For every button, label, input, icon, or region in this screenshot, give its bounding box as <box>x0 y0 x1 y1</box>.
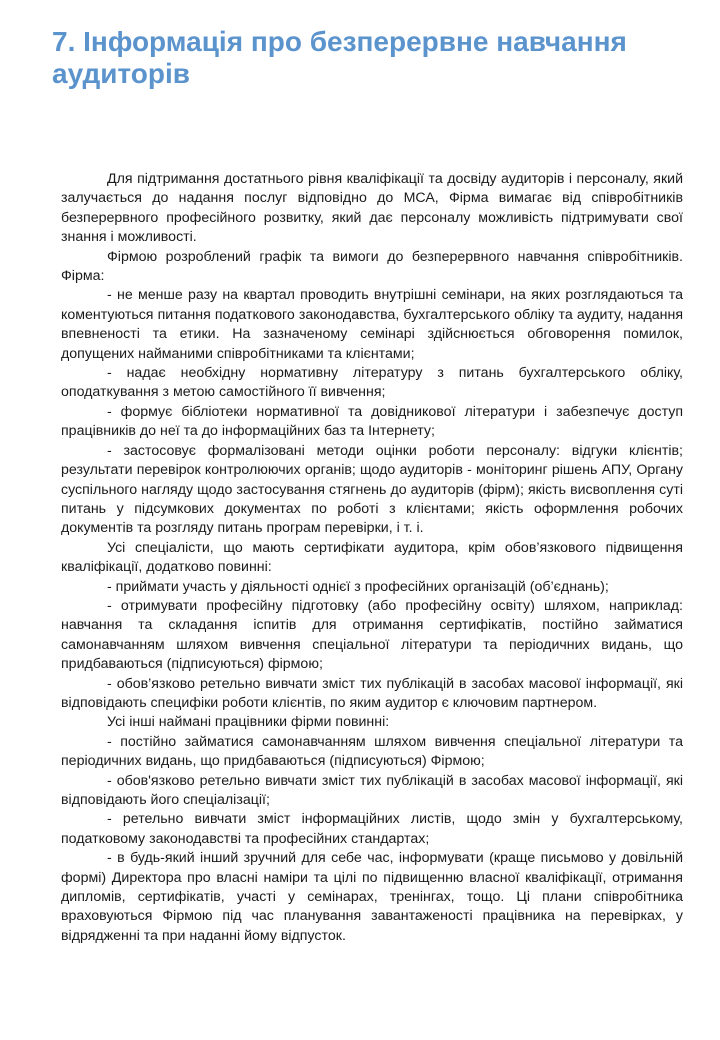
list-item: - отримувати професійну підготовку (або професійну освіту) шляхом, наприклад: навчання та складання іспитів для отримання сертифікатів, постійно займатися самонавчанням шляхом вивчення спеціальної літератури та періодичних видань, що придбаваються (підписуються) фірмою; <box>61 597 683 673</box>
list-item: - обов’язково ретельно вивчати зміст тих публікацій в засобах масової інформації, які відповідають специфіки роботи клієнтів, по яким аудитор є ключовим партнером. <box>61 675 683 711</box>
document-body <box>61 170 683 946</box>
list-item: - не менше разу на квартал проводить внутрішні семінари, на яких розглядаються та коментуються питання податкового законодавства, бухгалтерського обліку та аудиту, надання впевненості та етики. На зазначеному семінарі здійснюється обговорення помилок, допущених найманими співробітниками та клієнтами; <box>61 287 683 362</box>
list-item: - надає необхідну нормативну літературу з питань бухгалтерського обліку, оподаткування з метою самостійного її вивчення; <box>61 365 683 401</box>
list-item: - ретельно вивчати зміст інформаційних листів, щодо змін у бухгалтерському, податковому законодавстві та професійних стандартах; <box>61 811 683 847</box>
paragraph: Для підтримання достатнього рівня кваліфікації та досвіду аудиторів і персоналу, який залучається до надання послуг відповідно до МСА, Фірма вимагає від співробітників безперервного професійного розвитку, який дає персоналу можливість підтримувати свої знання і можливості. <box>61 171 683 246</box>
paragraph: Усі інші наймані працівники фірми повинні: <box>107 714 390 731</box>
page-title: 7. Інформація про безперервне навчання аудиторів <box>52 26 627 89</box>
list-item: - формує бібліотеки нормативної та довідникової літератури і забезпечує доступ працівників до неї та до інформаційних баз та Інтернету; <box>61 403 683 440</box>
paragraph: Фірмою розроблений графік та вимоги до безперервного навчання співробітників. Фірма: <box>61 248 683 285</box>
list-item: - обов'язково ретельно вивчати зміст тих публікацій в засобах масової інформації, які відповідають його спеціалізації; <box>61 772 683 808</box>
list-item: - застосовує формалізовані методи оцінки роботи персоналу: відгуки клієнтів; результати перевірок контролюючих органів; щодо аудиторів - моніторинг рішень АПУ, Органу суспільного нагляду щодо застосування стягнень до аудиторів (фірм); якість висвоплення суті питань у підсумкових документах по роботі з клієнтами; якість оформлення робочих документів та розгляду питань програм перевірки, і т. і. <box>61 442 683 537</box>
paragraph: Усі спеціалісти, що мають сертифікати аудитора, крім обов’язкового підвищення кваліфікації, додатково повинні: <box>61 539 683 576</box>
list-item: - приймати участь у діяльності однієї з професійних організацій (об’єднань); <box>107 578 609 595</box>
list-item: - в будь-який інший зручний для себе час, інформувати (краще письмово у довільній формі) Директора про власні наміри та цілі по підвищенню власної кваліфікації, отримання дипломів, сертифікатів, участі у семінарах, тренінгах, тощо. Ці плани співробітника враховуються Фірмою під час планування завантаженості працівника на перевірках, у відрядженні та при наданні йому відпусток. <box>61 850 683 944</box>
list-item: - постійно займатися самонавчанням шляхом вивчення спеціальної літератури та періодичних видань, що придбаваються (підписуються) Фірмою; <box>61 733 683 770</box>
